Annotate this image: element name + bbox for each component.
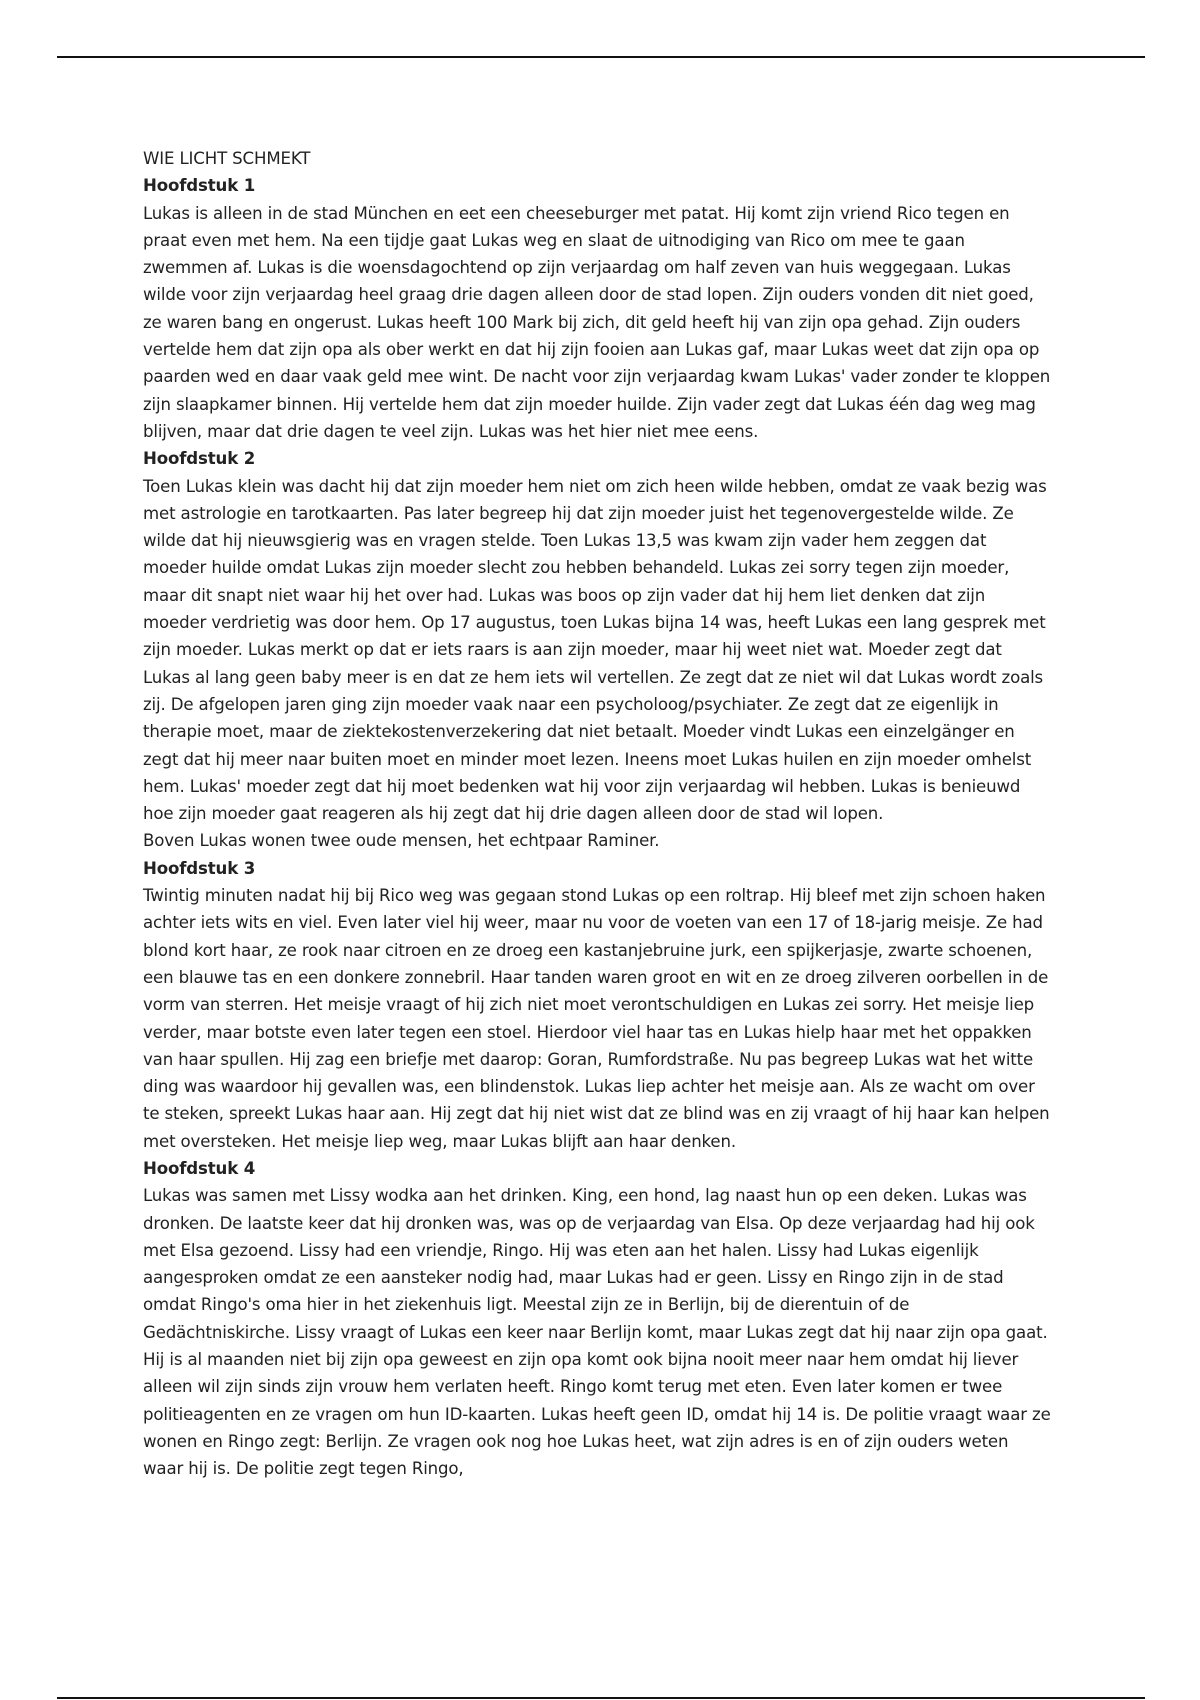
- chapter-heading: Hoofdstuk 2: [143, 449, 256, 469]
- chapter-paragraph-extra: Boven Lukas wonen twee oude mensen, het echtpaar Raminer.: [143, 831, 660, 851]
- chapter-paragraph: Lukas is alleen in de stad München en eet een cheeseburger met patat. Hij komt zijn vriend Rico tegen en praat even met hem. Na een tijdje gaat Lukas weg en slaat de uitnodiging van Rico om mee te gaan zwemmen af. Lukas is die woensdagochtend op zijn verjaardag om half zeven van huis weggegaan. Lukas wilde voor zijn verjaardag heel graag drie dagen alleen door de stad lopen. Zijn ouders vonden dit niet goed, ze waren bang en ongerust. Lukas heeft 100 Mark bij zich, dit geld heeft hij van zijn opa gehad. Zijn ouders vertelde hem dat zijn opa als ober werkt en dat hij zijn fooien aan Lukas gaf, maar Lukas weet dat zijn opa op paarden wed en daar vaak geld mee wint. De nacht voor zijn verjaardag kwam Lukas' vader zonder te kloppen zijn slaapkamer binnen. Hij vertelde hem dat zijn moeder huilde. Zijn vader zegt dat Lukas één dag weg mag blijven, maar dat drie dagen te veel zijn. Lukas was het hier niet mee eens.: [143, 203, 1051, 441]
- chapter-heading: Hoofdstuk 4: [143, 1158, 256, 1178]
- chapter-3: [143, 855, 1053, 1155]
- chapter-2: [143, 445, 1053, 854]
- chapter-heading: Hoofdstuk 3: [143, 858, 256, 878]
- chapter-4: [143, 1155, 1053, 1483]
- chapter-paragraph: Lukas was samen met Lissy wodka aan het drinken. King, een hond, lag naast hun op een deken. Lukas was dronken. De laatste keer dat hij dronken was, was op de verjaardag van Elsa. Op deze verjaardag had hij ook met Elsa gezoend. Lissy had een vriendje, Ringo. Hij was eten aan het halen. Lissy had Lukas eigenlijk aangesproken omdat ze een aansteker nodig had, maar Lukas had er geen. Lissy en Ringo zijn in de stad omdat Ringo's oma hier in het ziekenhuis ligt. Meestal zijn ze in Berlijn, bij de dierentuin of de Gedächtniskirche. Lissy vraagt of Lukas een keer naar Berlijn komt, maar Lukas zegt dat hij naar zijn opa gaat. Hij is al maanden niet bij zijn opa geweest en zijn opa komt ook bijna nooit meer naar hem omdat hij liever alleen wil zijn sinds zijn vrouw hem verlaten heeft. Ringo komt terug met eten. Even later komen er twee politieagenten en ze vragen om hun ID-kaarten. Lukas heeft geen ID, omdat hij 14 is. De politie vraagt waar ze wonen en Ringo zegt: Berlijn. Ze vragen ook nog hoe Lukas heet, wat zijn adres is en of zijn ouders weten waar hij is. De politie zegt tegen Ringo,: [143, 1186, 1051, 1479]
- chapter-heading: Hoofdstuk 1: [143, 176, 256, 196]
- header-rule: [57, 56, 1145, 58]
- footer-rule: [57, 1697, 1145, 1699]
- document-body: [143, 145, 1053, 1483]
- chapter-1: [143, 172, 1053, 445]
- document-title: WIE LICHT SCHMEKT: [143, 149, 311, 168]
- chapter-paragraph: Twintig minuten nadat hij bij Rico weg was gegaan stond Lukas op een roltrap. Hij bleef met zijn schoen haken achter iets wits en viel. Even later viel hij weer, maar nu voor de voeten van een 17 of 18-jarig meisje. Ze had blond kort haar, ze rook naar citroen en ze droeg een kastanjebruine jurk, een spijkerjasje, zwarte schoenen, een blauwe tas en een donkere zonnebril. Haar tanden waren groot en wit en ze droeg zilveren oorbellen in de vorm van sterren. Het meisje vraagt of hij zich niet moet verontschuldigen en Lukas zei sorry. Het meisje liep verder, maar botste even later tegen een stoel. Hierdoor viel haar tas en Lukas hielp haar met het oppakken van haar spullen. Hij zag een briefje met daarop: Goran, Rumfordstraße. Nu pas begreep Lukas wat het witte ding was waardoor hij gevallen was, een blindenstok. Lukas liep achter het meisje aan. Als ze wacht om over te steken, spreekt Lukas haar aan. Hij zegt dat hij niet wist dat ze blind was en zij vraagt of hij haar kan helpen met oversteken. Het meisje liep weg, maar Lukas blijft aan haar denken.: [143, 886, 1050, 1151]
- chapter-paragraph: Toen Lukas klein was dacht hij dat zijn moeder hem niet om zich heen wilde hebben, omdat ze vaak bezig was met astrologie en tarotkaarten. Pas later begreep hij dat zijn moeder juist het tegenovergestelde wilde. Ze wilde dat hij nieuwsgierig was en vragen stelde. Toen Lukas 13,5 was kwam zijn vader hem zeggen dat moeder huilde omdat Lukas zijn moeder slecht zou hebben behandeld. Lukas zei sorry tegen zijn moeder, maar dit snapt niet waar hij het over had. Lukas was boos op zijn vader dat hij hem liet denken dat zijn moeder verdrietig was door hem. Op 17 augustus, toen Lukas bijna 14 was, heeft Lukas een lang gesprek met zijn moeder. Lukas merkt op dat er iets raars is aan zijn moeder, maar hij weet niet wat. Moeder zegt dat Lukas al lang geen baby meer is en dat ze hem iets wil vertellen. Ze zegt dat ze niet wil dat Lukas wordt zoals zij. De afgelopen jaren ging zijn moeder vaak naar een psycholoog/psychiater. Ze zegt dat ze eigenlijk in therapie moet, maar de ziektekostenverzekering dat niet betaalt. Moeder vindt Lukas een einzelgänger en zegt dat hij meer naar buiten moet en minder moet lezen. Ineens moet Lukas huilen en zijn moeder omhelst hem. Lukas' moeder zegt dat hij moet bedenken wat hij voor zijn verjaardag wil hebben. Lukas is benieuwd hoe zijn moeder gaat reageren als hij zegt dat hij drie dagen alleen door de stad wil lopen.: [143, 476, 1047, 824]
